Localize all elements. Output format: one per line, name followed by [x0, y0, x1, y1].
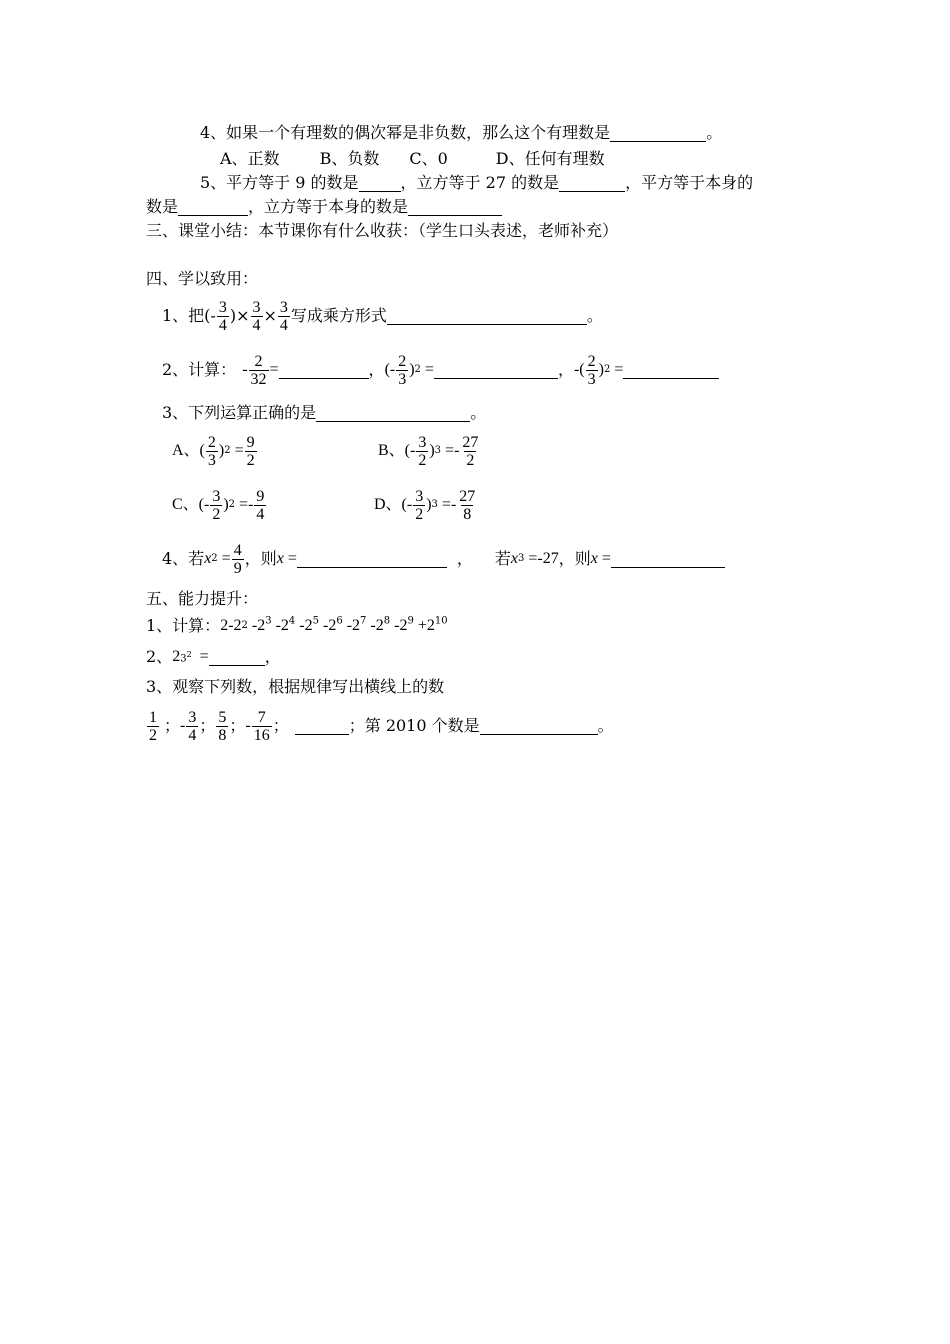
s4q1-fraction-1: $\frac{3}{4}$: [218, 298, 227, 334]
expr-exp-3: 6: [336, 615, 343, 627]
s4-question-2: 2、计算： - $\frac{2}{32}$ = ， (- $\frac{2}{3}$ ) 2 = ， -( $\frac{2}{3}$ ) 2 =: [162, 350, 719, 390]
question-4: [200, 122, 722, 144]
q5-text-3: ，平方等于本身的: [625, 173, 754, 192]
expr-term-0: -2: [251, 617, 266, 634]
s4q2-fraction-2: $\frac{2}{3}$: [398, 352, 407, 388]
s5-question-3: 3、观察下列数，根据规律写出横线上的数: [146, 677, 445, 696]
s5q3-blank-2010[interactable]: [480, 718, 598, 735]
q4-stem: 4、如果一个有理数的偶次幂是非负数，那么这个有理数是: [200, 123, 611, 142]
expr-term-6: -2: [394, 617, 408, 634]
q5-text-5: ，立方等于本身的数是: [248, 197, 409, 216]
s4-question-4: 4、若 x 2 = $\frac{4}{9}$ ，则 x = ， 若 x 3 =-27 ，则 x =: [162, 538, 725, 580]
s4q4-blank-1[interactable]: [297, 551, 447, 568]
section-5-heading: [146, 588, 258, 610]
s5q3-sequence: $\frac{1}{2}$ ； - $\frac{3}{4}$ ； $\frac{5}{8}$ ； - $\frac{7}{16}$ ； ； 第 2010 个数是 。: [149, 708, 614, 744]
q5-text-4: 数是: [146, 197, 179, 216]
q4-option-d: D、任何有理数: [495, 149, 605, 168]
s5-question-1: 1、计算： 2-2 2 $-2^3$ $-2^4$ $-2^5$ $-2^6$ $-2^7$ $-2^8$ $-2^9 +2^{10}$: [146, 614, 448, 637]
s5q3-blank-next[interactable]: [295, 718, 349, 735]
s4q3-answer-blank[interactable]: [316, 405, 470, 422]
s4q1-close: )×: [229, 306, 250, 325]
s4q2-blank-1[interactable]: [279, 362, 369, 379]
s4q2-blank-3[interactable]: [623, 362, 719, 379]
s4q1-times: ×: [263, 306, 277, 325]
q5-blank-3[interactable]: [178, 199, 248, 216]
s4-question-1: [162, 296, 603, 336]
s4q4-blank-2[interactable]: [611, 551, 725, 568]
section-4-text: 四、学以致用：: [146, 269, 259, 288]
q4-option-c: C、0: [409, 149, 448, 168]
q5-text-1: 5、平方等于 9 的数是: [200, 173, 359, 192]
q4-end: 。: [706, 123, 723, 142]
expr-exp-4: 7: [360, 615, 367, 627]
s4q4-fraction: $\frac{4}{9}$: [233, 541, 242, 577]
s4q1-prefix: 1、把(-: [162, 306, 216, 325]
expr-exp-5: 8: [383, 615, 391, 627]
s5q2-blank[interactable]: [209, 649, 265, 666]
q5-blank-1[interactable]: [359, 175, 401, 192]
s4q3-option-a: A、( $\frac{2}{3}$ ) 2 = $\frac{9}{2}$: [172, 433, 255, 469]
expr-exp-1: 4: [288, 615, 296, 627]
expr-term-4: -2: [346, 617, 361, 634]
s4q2-fraction-1: $\frac{2}{32}$: [250, 352, 267, 388]
s4q1-end: 。: [586, 306, 603, 325]
q5-blank-4[interactable]: [408, 199, 502, 216]
q5-blank-2[interactable]: [559, 175, 625, 192]
s4q2-blank-2[interactable]: [434, 362, 558, 379]
s4q3-option-d: D、(- $\frac{3}{2}$ ) 3 =- $\frac{27}{8}$: [374, 487, 476, 523]
section-3-heading: [146, 220, 618, 242]
expr-term-3: -2: [323, 617, 337, 634]
s4q1-answer-blank[interactable]: [387, 308, 587, 325]
s4q3-option-c: C、(- $\frac{3}{2}$ ) 2 =- $\frac{9}{4}$: [172, 487, 265, 523]
q4-answer-blank[interactable]: [610, 125, 706, 142]
s4q1-fraction-2: $\frac{3}{4}$: [252, 298, 261, 334]
expr-term-2: -2: [299, 617, 313, 634]
expr-exp-6: 9: [407, 615, 414, 627]
q4-option-b: B、负数: [319, 149, 380, 168]
expr-term-1: -2: [275, 617, 289, 634]
q5-text-2: ，立方等于 27 的数是: [400, 173, 560, 192]
s4q2-fraction-3: $\frac{2}{3}$: [587, 352, 596, 388]
s4q3-stem: 3、下列运算正确的是: [162, 403, 317, 422]
s4-question-3: 3、下列运算正确的是 。: [162, 403, 487, 422]
question-5-line1: [200, 172, 753, 194]
section-5-text: 五、能力提升：: [146, 589, 259, 608]
expr-term-5: -2: [370, 617, 384, 634]
s5q1-terms: [248, 614, 448, 637]
s4q2-prefix: 2、计算：: [162, 360, 237, 379]
q4-options: [220, 148, 605, 170]
s4q3-option-b: B、(- $\frac{3}{2}$ ) 3 =- $\frac{27}{2}$: [378, 433, 479, 469]
q4-option-a: A、正数: [220, 149, 280, 168]
section-4-heading: [146, 268, 258, 290]
s4q1-fraction-3: $\frac{3}{4}$: [279, 298, 288, 334]
s4q1-suffix: 写成乘方形式: [290, 306, 387, 325]
expr-exp-7: 10: [434, 615, 448, 627]
s5-question-2: 2、 2 $3^2$ = ，: [146, 647, 281, 666]
section-3-text: 三、课堂小结：本节课你有什么收获：（学生口头表述，老师补充）: [146, 221, 619, 240]
expr-exp-2: 5: [312, 615, 319, 627]
question-5-line2: [146, 196, 502, 218]
expr-term-7: +2: [417, 617, 435, 634]
expr-exp-0: 3: [265, 615, 272, 627]
